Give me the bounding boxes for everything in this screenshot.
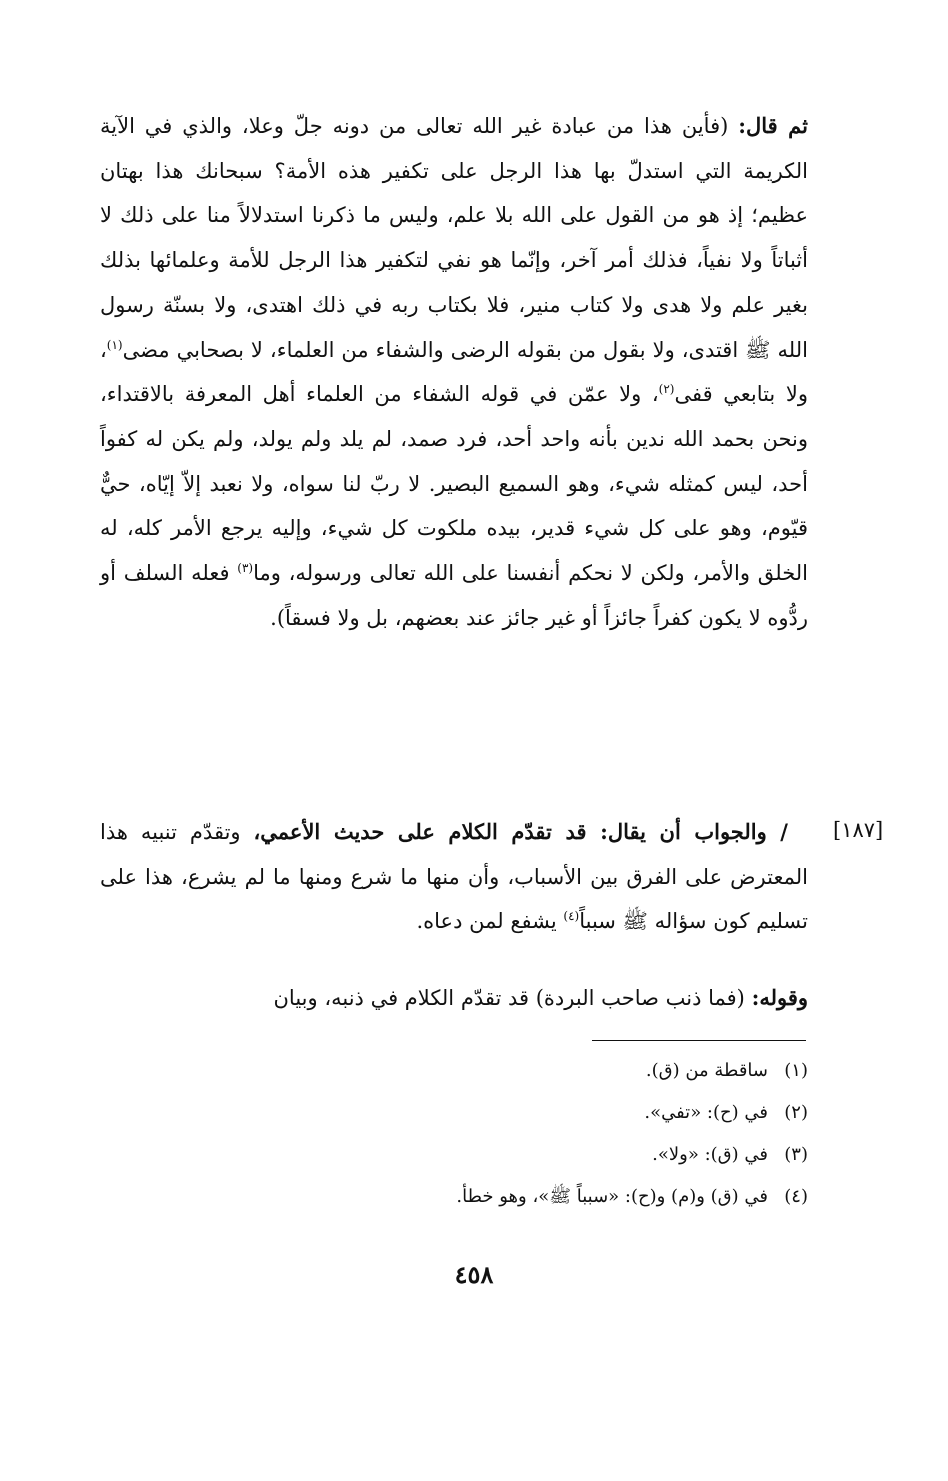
paragraph-text: (فما ذنب صاحب البردة) قد تقدّم الكلام في ذنبه، وبيان [273,986,752,1010]
paragraph-text: يشفع لمن دعاه. [416,909,564,934]
footnote-ref-4: (٤) [563,909,580,924]
footnote-ref-3: (٣) [237,561,254,576]
paragraph-text: فعله السلف أو ردُّوه لا يكون كفراً جائزاً أو غير جائز عند بعضهم، بل ولا فسقاً). [100,561,808,630]
footnote-text: في (ح): «تفي». [644,1102,768,1123]
paragraph-text: (فأين هذا من عبادة غير الله تعالى من دونه جلّ وعلا، والذي في الآية الكريمة التي استدلّ بها هذا الرجل على تكفير هذه الأمة؟ سبحانك هذا بهتان عظيم؛ إذ هو من القول على الله بلا علم، وليس ما ذكرنا استدلالاً منا على ذلك لا أثباتاً ولا نفياً، فذلك أمر آخر، وإنّما هو نفي لتكفير هذا الرجل للأمة وعلمائها بذلك بغير علم ولا هدى ولا كتاب منير، فلا بكتاب ربه في ذلك اهتدى، ولا بسنّة رسول الله ﷺ اقتدى، ولا بقول من بقوله الرضى والشفاء من العلماء، لا بصحابي مضى [100,114,808,362]
footnotes-list [360,1050,808,1218]
paragraph-lead: ثم قال: [738,113,808,138]
page-number: ٤٥٨ [454,1260,494,1289]
footnote-text: في (ق): «ولا». [652,1144,768,1165]
paragraph-text: ، ولا عمّن في قوله الشفاء من العلماء أهل المعرفة بالاقتداء، ونحن بحمد الله ندين بأنه واحد أحد، فرد صمد، لم يلد ولم يولد، ولم يكن له كفواً أحد، ليس كمثله شيء، وهو السميع البصير. لا ربّ لنا سواه، ولا نعبد إلاّ إيّاه، حيٌّ قيّوم، وهو على كل شيء قدير، بيده ملكوت كل شيء، وإليه يرجع الأمر كله، له الخلق والأمر، ولكن لا نحكم أنفسنا على الله تعالى ورسوله، وما [100,382,808,586]
paragraph-lead: / والجواب أن يقال: [600,819,788,844]
closing-paragraph [100,976,808,1021]
footnote-ref-2: (٢) [658,382,675,397]
footnote-ref-1: (١) [106,337,123,352]
answer-paragraph [100,810,808,944]
footnote-item [360,1050,808,1092]
paragraph-lead: وقوله: [751,985,808,1010]
footnote-separator [592,1040,806,1041]
footnote-number: (٣) [784,1144,808,1165]
footnote-text: في (ق) و(م) و(ح): «سبباً ﷺ»، وهو خطأ. [456,1186,768,1207]
footnote-item [360,1134,808,1176]
paragraph-text: وتقدّم تنبيه هذا المعترض على الفرق بين الأسباب، وأن منها ما شرع ومنها ما لم يشرع، هذا على تسليم كون سؤاله ﷺ سبباً [100,820,808,934]
margin-page-marker: [١٨٧] [833,818,884,842]
paragraph-text: ، ولا بتابعي قفى [100,337,808,407]
footnote-item [360,1176,808,1218]
footnote-number: (٤) [784,1186,808,1207]
paragraph-lead-rest: قد تقدّم الكلام على حديث الأعمي، [253,819,601,844]
footnote-number: (٢) [784,1102,808,1123]
main-paragraph [100,104,808,640]
footnote-number: (١) [784,1060,808,1081]
footnote-text: ساقطة من (ق). [645,1060,768,1081]
footnote-item [360,1092,808,1134]
